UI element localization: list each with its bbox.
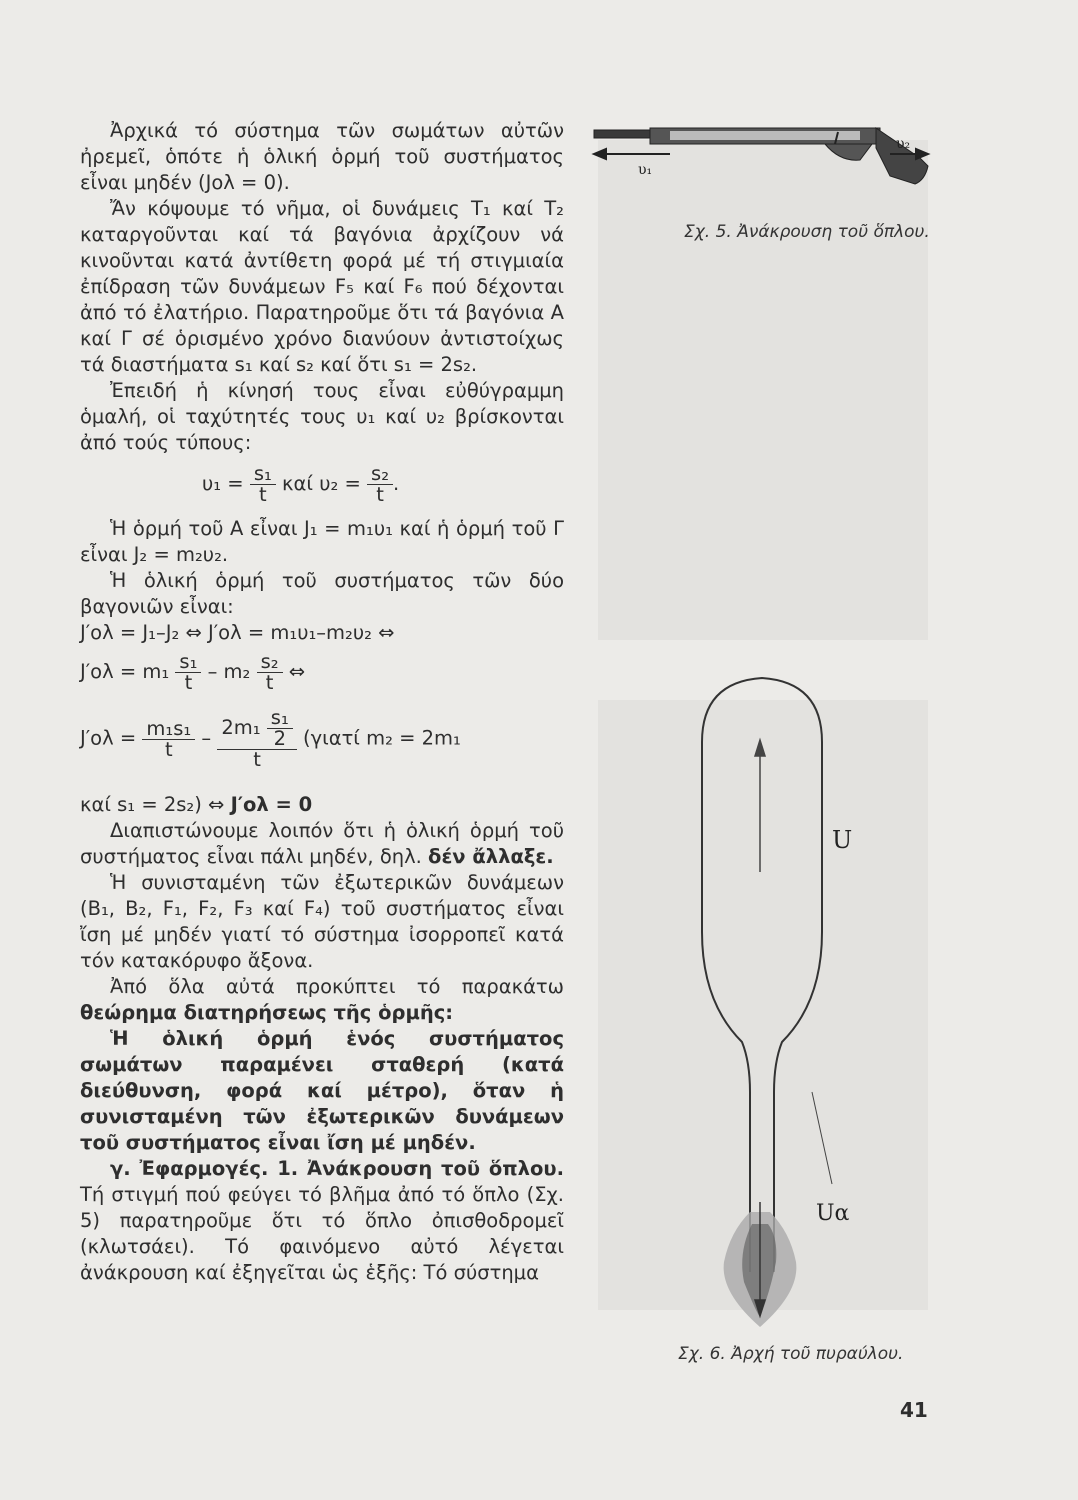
rifle-figure [590,118,930,198]
paragraph: Ἡ ὁλική ὁρμή τοῦ συστήματος τῶν δύο βαγονιῶν εἶναι: [80,569,564,618]
fraction: $\frac{\text{m₁s₁}}{t}$ [142,719,195,760]
paragraph: Ἀπό ὅλα αὐτά προκύπτει τό παρακάτω θεώρημα διατηρήσεως τῆς ὁρμῆς: [80,975,564,1024]
figure-6-caption: Σχ. 6. Ἀρχή τοῦ πυραύλου. [678,1344,904,1364]
rocket-outline [702,678,822,1272]
equation-line: J′ολ = $\frac{\text{m₁s₁}}{t}$ – 2m₁ $\frac{\text{s₁}}{2}$ t (γιατί m₂ = 2m₁ [80,706,461,771]
eq-text: J′ολ = [80,726,137,750]
eq-text: υ₂ = [319,472,361,495]
velocity-arrow-u1 [594,149,670,159]
eq-text: υ₁ = [202,472,244,495]
label-ua: Uα [816,1201,850,1226]
paragraph: γ. Ἐφαρμογές. 1. Ἀνάκρουση τοῦ ὅπλου. Τή στιγμή πού φεύγει τό βλῆμα ἀπό τό ὅπλο (Σχ. 5) παρατηροῦμε ὅτι τό ὅπλο ὀπισθοδρομεῖ (κλωτσάει). Τό φαινόμενο αὐτό λέγεται ἀνάκρουση καί ἐξηγεῖται ὡς ἑξῆς: Τό σύστημα [80,1157,564,1284]
paragraph: Ἄν κόψουμε τό νῆμα, οἱ δυνάμεις T₁ καί T₂ καταργοῦνται καί τά βαγόνια ἀρχίζουν νά κινοῦνται κατά ἀντίθετη φορά μέ τή στιγμιαία ἐπίδραση τῶν δυνάμεων F₅ καί F₆ πού δέχονται ἀπό τό ἐλατήριο. Παρατηροῦμε ὅτι τά βαγόνια A καί Γ σέ ὁρισμένο χρόνο διανύουν ἀντιστοίχως τά διαστήματα s₁ καί s₂ καί ὅτι s₁ = 2s₂. [80,197,564,376]
paragraph: Ἡ ὁρμή τοῦ A εἶναι J₁ = m₁υ₁ καί ἡ ὁρμή τοῦ Γ εἶναι J₂ = m₂υ₂. [80,517,564,566]
figure-5-caption: Σχ. 5. Ἀνάκρουση τοῦ ὅπλου. [684,222,930,242]
theorem-statement: Ἡ ὁλική ὁρμή ἑνός συστήματος σωμάτων παραμένει σταθερή (κατά διεύθυνση, φορά καί μέτρο), ὅταν ἡ συνισταμένη τῶν ἐξωτερικῶν δυνάμεων τοῦ συστήματος εἶναι ἴση μέ μηδέν. [80,1027,564,1154]
equation-line: J′ολ = J₁–J₂ ⇔ J′ολ = m₁υ₁–m₂υ₂ ⇔ [80,621,395,644]
equation-line [80,652,564,704]
main-text-column [80,118,564,1286]
label-u1: υ₁ [638,162,653,178]
eq-text: ⇔ [288,660,306,683]
paragraph: Διαπιστώνουμε λοιπόν ὅτι ἡ ὁλική ὁρμή τοῦ συστήματος εἶναι πάλι μηδέν, δηλ. δέν ἄλλαξε. [80,819,564,868]
eq-text: – m₂ [207,660,251,683]
arrow-up-u [755,740,765,872]
equation-line: καί s₁ = 2s₂) ⇔ J′ολ = 0 [80,793,313,816]
eq-text: J′ολ = m₁ [80,660,170,683]
label-u: U [832,826,853,854]
eq-text: (γιατί m₂ = 2m₁ [302,726,461,750]
velocity-formulas: υ₁ = $\frac{\text{s₁}}{t}$ καί υ₂ = $\frac{\text{s₂}}{t}$ . [202,462,400,506]
leader-line-ua [812,1092,832,1184]
paragraph: Ἀρχικά τό σύστημα τῶν σωμάτων αὐτῶν ἠρεμεῖ, ὁπότε ἡ ὁλική ὁρμή τοῦ συστήματος εἶναι μηδέν (Jολ = 0). [80,119,564,194]
page-number: 41 [900,1398,928,1422]
label-u2: υ₂ [896,136,911,152]
fraction: $\frac{\text{s₁}}{2}$ [267,708,293,749]
fraction: $\frac{\text{s₁}}{t}$ [250,464,276,505]
fraction: $\frac{\text{s₂}}{t}$ [367,464,393,505]
paragraph: Ἡ συνισταμένη τῶν ἐξωτερικῶν δυνάμεων (B₁, B₂, F₁, F₂, F₃ καί F₄) τοῦ συστήματος εἶναι ἴση μέ μηδέν γιατί τό σύστημα ἰσορροπεῖ κατά τόν κατακόρυφο ἄξονα. [80,871,564,972]
paragraph: Ἐπειδή ἡ κίνησή τους εἶναι εὐθύγραμμη ὁμαλή, οἱ ταχύτητές τους υ₁ καί υ₂ βρίσκονται ἀπό τούς τύπους: [80,379,564,454]
rocket-figure [660,672,900,1332]
fraction: 2m₁ $\frac{\text{s₁}}{2}$ t [217,708,296,770]
fraction: $\frac{\text{s₁}}{t}$ [175,652,201,693]
show-through-block [598,140,928,640]
fraction: $\frac{\text{s₂}}{t}$ [257,652,283,693]
eq-text: καί [282,472,313,495]
